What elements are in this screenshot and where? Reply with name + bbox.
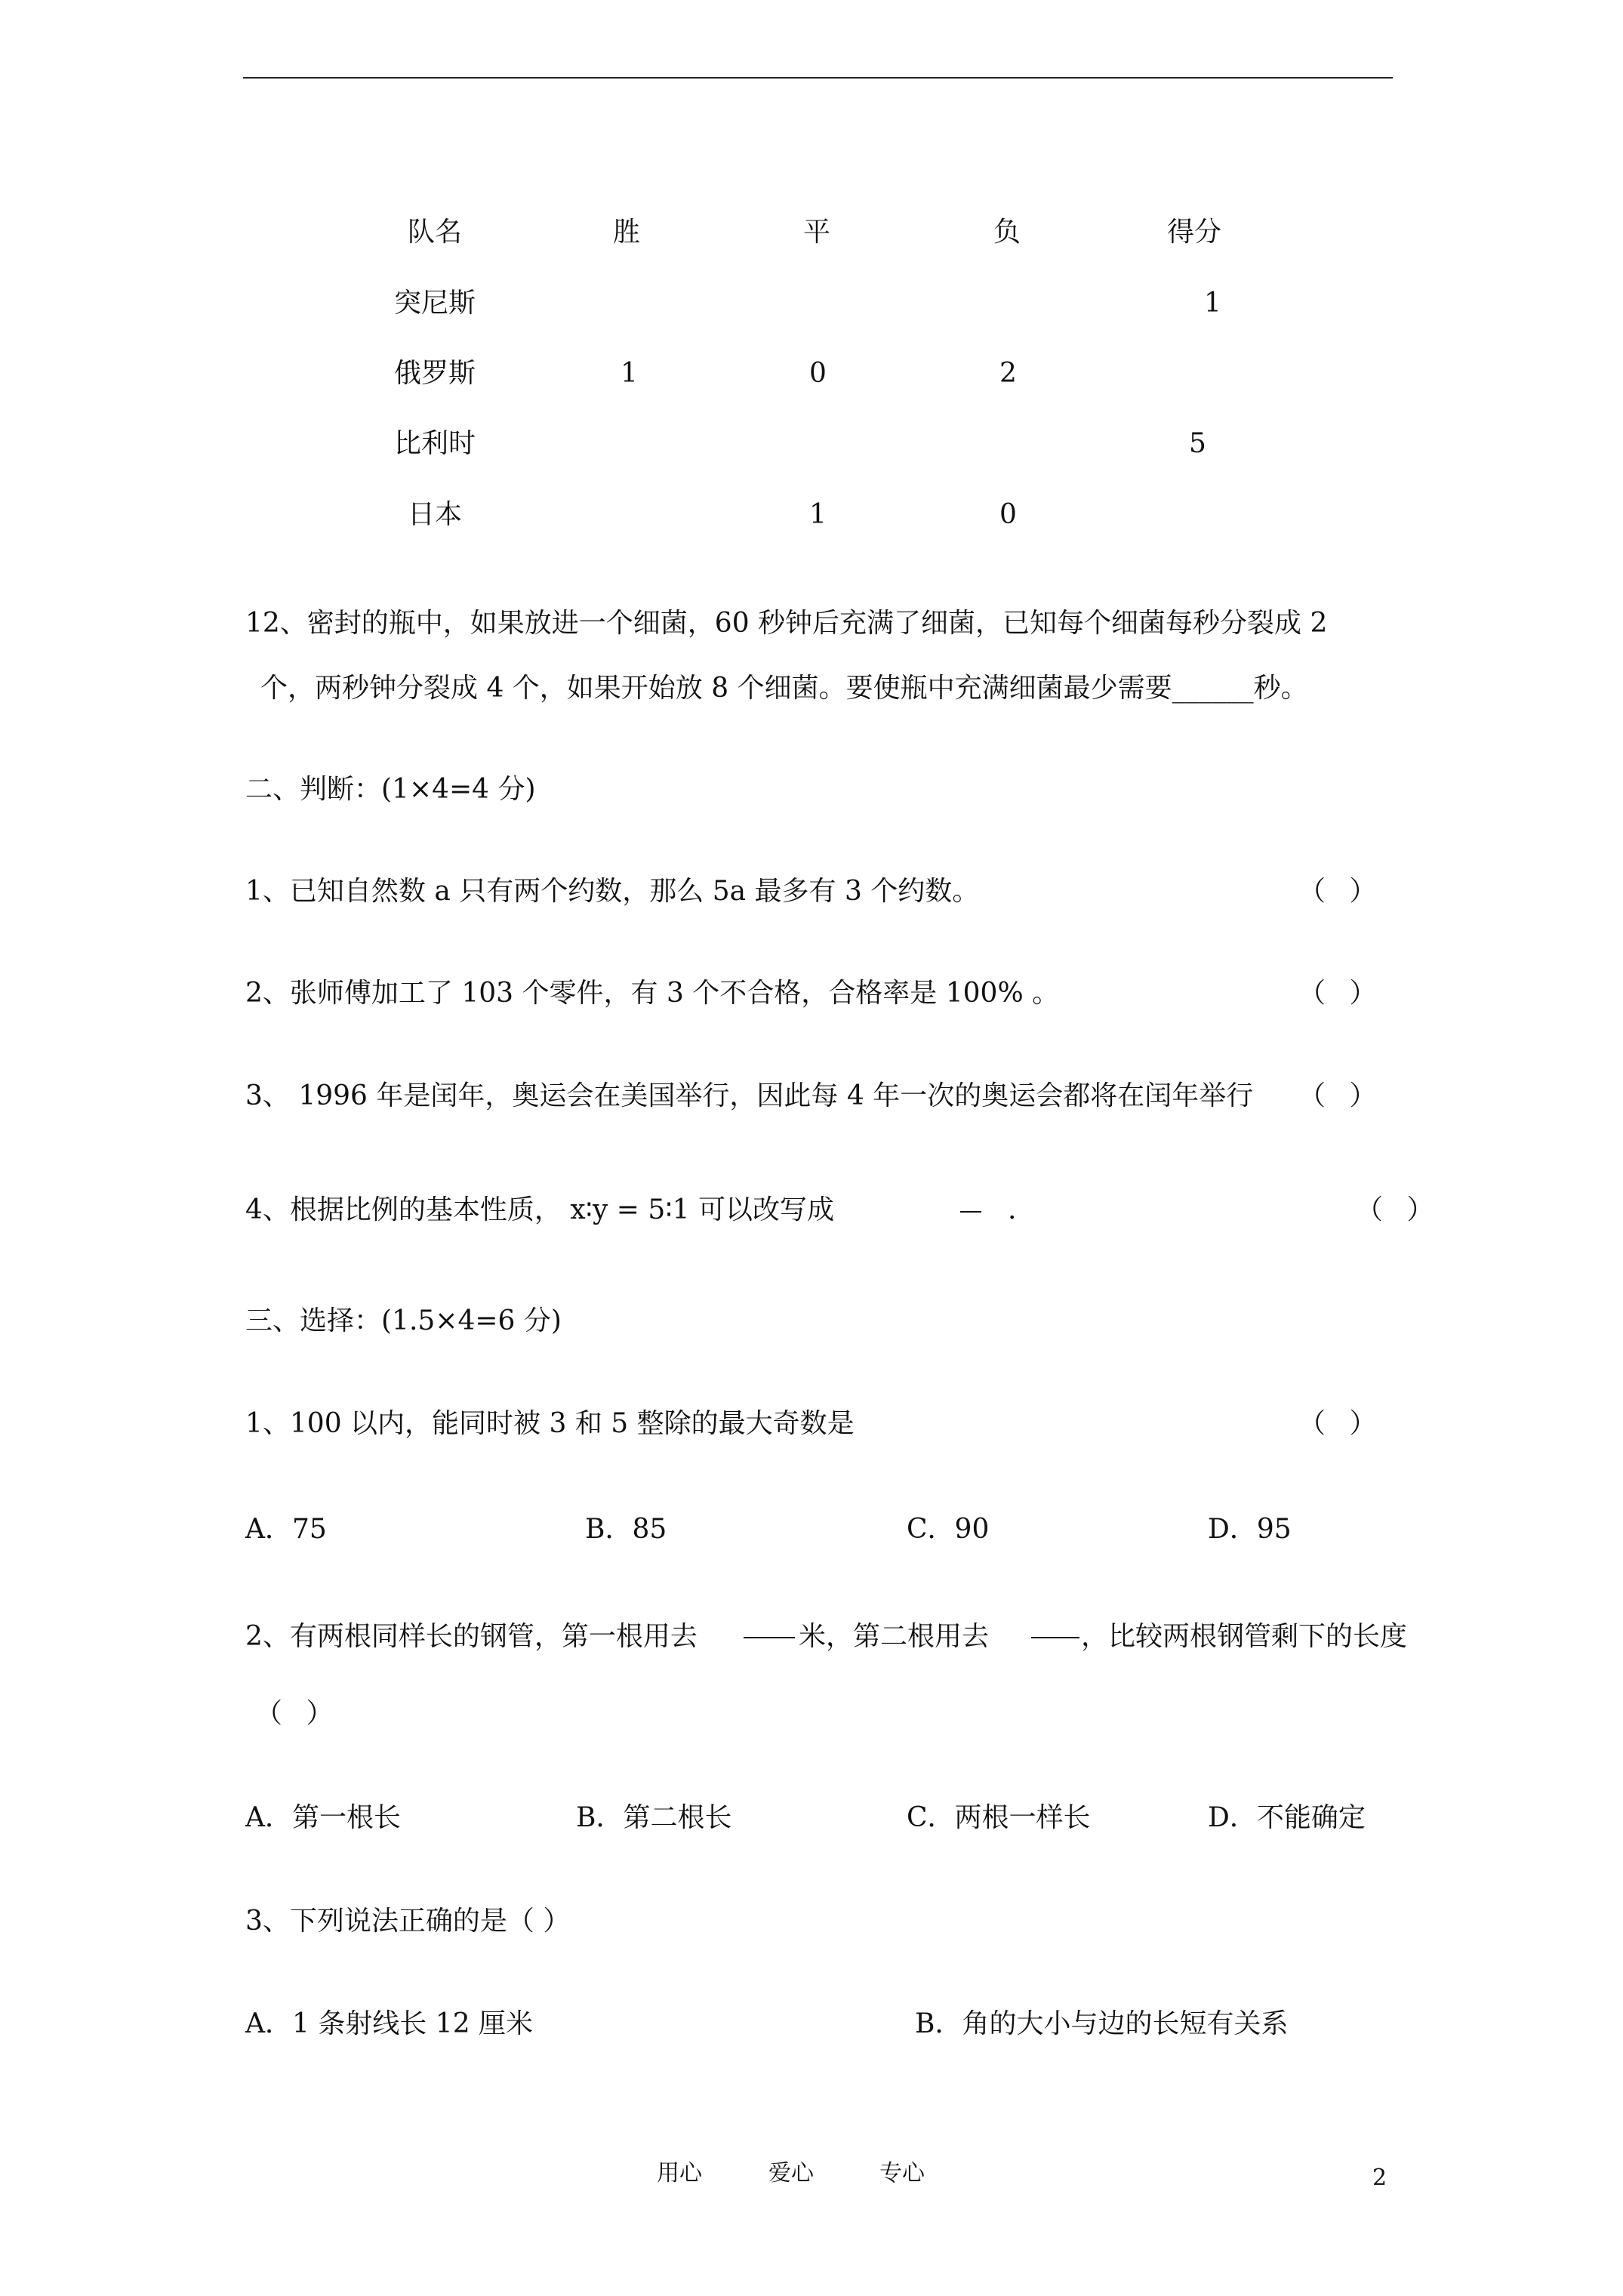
loss-cell: 0 xyxy=(999,499,1017,530)
team-name: 突尼斯 xyxy=(394,288,476,319)
header-loss: 负 xyxy=(993,217,1021,248)
item-tail: . xyxy=(1008,1194,1017,1225)
draw-cell: 0 xyxy=(809,358,827,389)
header-score: 得分 xyxy=(1167,217,1222,248)
option-d[interactable]: D．不能确定 xyxy=(1208,1802,1366,1833)
header-rule xyxy=(243,77,1393,79)
option-c[interactable]: C．90 xyxy=(907,1514,990,1545)
question-text: 12、密封的瓶中，如果放进一个细菌，60 秒钟后充满了细菌，已知每个细菌每秒分裂成 2 xyxy=(245,608,1328,639)
win-cell: 1 xyxy=(621,358,638,389)
footer-word: 专心 xyxy=(879,2160,925,2187)
option-b[interactable]: B．第二根长 xyxy=(576,1802,732,1833)
team-name: 俄罗斯 xyxy=(394,358,476,389)
item-text: 1、已知自然数 a 只有两个约数，那么 5a 最多有 3 个约数。 xyxy=(245,876,980,907)
option-b[interactable]: B．85 xyxy=(585,1514,667,1545)
team-name: 日本 xyxy=(408,499,463,530)
item-text: 4、根据比例的基本性质， x∶y = 5∶1 可以改写成 xyxy=(245,1194,835,1225)
answer-parens[interactable]: （ ） xyxy=(1298,876,1384,907)
answer-parens[interactable]: （ ） xyxy=(1356,1194,1442,1225)
item-text: 2、张师傅加工了 103 个零件，有 3 个不合格，合格率是 100% 。 xyxy=(245,978,1060,1009)
fraction-bar xyxy=(1031,1637,1079,1638)
option-a[interactable]: A．1 条射线长 12 厘米 xyxy=(245,2008,534,2039)
header-draw: 平 xyxy=(803,217,831,248)
question-text: 2、有两根同样长的钢管，第一根用去 xyxy=(245,1621,698,1652)
question-text: 3、下列说法正确的是（ ） xyxy=(245,1906,571,1937)
option-a[interactable]: A．75 xyxy=(245,1514,327,1545)
question-text: 米，第二根用去 xyxy=(799,1621,990,1652)
question-text: 个，两秒钟分裂成 4 个，如果开始放 8 个细菌。要使瓶中充满细菌最少需要______秒。 xyxy=(260,673,1308,704)
answer-parens[interactable]: （ ） xyxy=(1298,1408,1384,1439)
answer-parens[interactable]: （ ） xyxy=(1298,1080,1384,1111)
footer-word: 用心 xyxy=(657,2160,702,2187)
footer-word: 爱心 xyxy=(768,2160,814,2187)
option-c[interactable]: C．两根一样长 xyxy=(907,1802,1091,1833)
header-win: 胜 xyxy=(613,217,641,248)
section-heading: 二、判断：(1×4=4 分) xyxy=(245,774,536,805)
score-cell: 5 xyxy=(1189,428,1206,459)
draw-cell: 1 xyxy=(809,499,827,530)
option-b[interactable]: B．角的大小与边的长短有关系 xyxy=(915,2008,1289,2039)
question-text: ，比较两根钢管剩下的长度 xyxy=(1081,1621,1408,1652)
option-d[interactable]: D．95 xyxy=(1208,1514,1292,1545)
answer-parens[interactable]: （ ） xyxy=(1298,978,1384,1009)
team-name: 比利时 xyxy=(394,428,476,459)
page-number: 2 xyxy=(1372,2165,1387,2191)
loss-cell: 2 xyxy=(999,358,1017,389)
fraction-bar xyxy=(744,1637,795,1638)
score-cell: 1 xyxy=(1204,288,1221,319)
section-heading: 三、选择：(1.5×4=6 分) xyxy=(245,1305,562,1336)
item-text: 3、 1996 年是闰年，奥运会在美国举行，因此每 4 年一次的奥运会都将在闰年举行 xyxy=(245,1080,1254,1111)
answer-parens[interactable]: （ ） xyxy=(255,1698,341,1729)
question-text: 1、100 以内，能同时被 3 和 5 整除的最大奇数是 xyxy=(245,1408,855,1439)
fraction-bar xyxy=(960,1211,981,1213)
option-a[interactable]: A．第一根长 xyxy=(245,1802,401,1833)
header-team: 队名 xyxy=(408,217,463,248)
